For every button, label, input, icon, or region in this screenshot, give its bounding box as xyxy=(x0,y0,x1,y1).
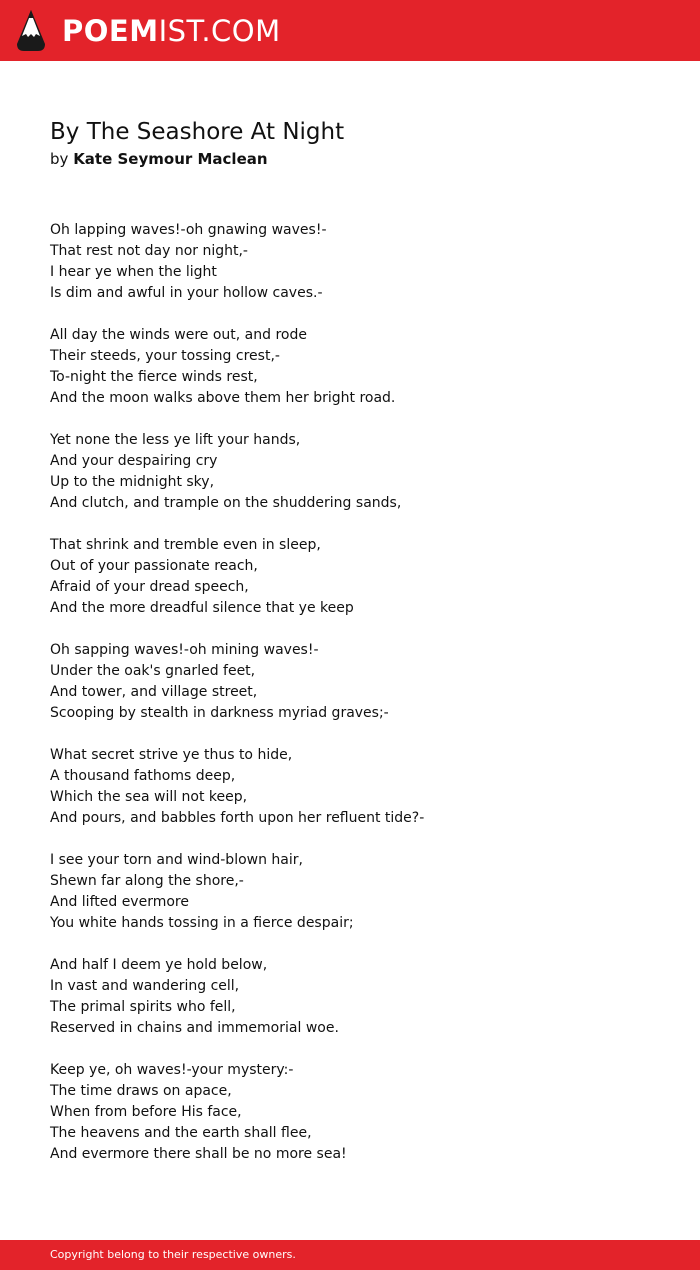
poem-line: The heavens and the earth shall flee, xyxy=(50,1125,312,1141)
poem-line: And tower, and village street, xyxy=(50,684,258,700)
poem-line: Shewn far along the shore,- xyxy=(50,873,244,889)
site-logo-link[interactable] xyxy=(62,14,281,48)
poem-stanza xyxy=(50,640,670,724)
poem-line: The time draws on apace, xyxy=(50,1083,232,1099)
poem-line: That rest not day nor night,- xyxy=(50,243,248,259)
pencil-tip-icon xyxy=(16,10,46,52)
by-label: by xyxy=(50,150,69,168)
poem-line: All day the winds were out, and rode xyxy=(50,327,307,343)
poem-line: And half I deem ye hold below, xyxy=(50,957,268,973)
copyright-text: Copyright belong to their respective owners. xyxy=(50,1248,296,1261)
poem-stanza xyxy=(50,325,670,409)
poem-line: And the more dreadful silence that ye keep xyxy=(50,600,354,616)
poem-stanza xyxy=(50,535,670,619)
logo-bold-text: POEM xyxy=(62,14,159,48)
poem-line: And lifted evermore xyxy=(50,894,189,910)
poem-body xyxy=(50,220,670,1165)
poem-byline xyxy=(50,148,670,170)
poem-line: Out of your passionate reach, xyxy=(50,558,258,574)
poem-line: Reserved in chains and immemorial woe. xyxy=(50,1020,339,1036)
poem-line: And clutch, and trample on the shuddering sands, xyxy=(50,495,402,511)
poem-line: Which the sea will not keep, xyxy=(50,789,248,805)
site-footer xyxy=(0,1240,700,1270)
poem-title: By The Seashore At Night xyxy=(50,119,345,145)
poem-author: Kate Seymour Maclean xyxy=(73,150,268,168)
poem-line: What secret strive ye thus to hide, xyxy=(50,747,293,763)
poem-line: And your despairing cry xyxy=(50,453,218,469)
poem-line: And evermore there shall be no more sea! xyxy=(50,1146,347,1162)
poem-line: To-night the fierce winds rest, xyxy=(50,369,258,385)
poem-line: Up to the midnight sky, xyxy=(50,474,215,490)
poem-line: Is dim and awful in your hollow caves.- xyxy=(50,285,323,301)
poem-line: In vast and wandering cell, xyxy=(50,978,240,994)
poem-line: And pours, and babbles forth upon her refluent tide?- xyxy=(50,810,425,826)
poem-line: Yet none the less ye lift your hands, xyxy=(50,432,301,448)
poem-stanza xyxy=(50,955,670,1039)
poem-line: And the moon walks above them her bright road. xyxy=(50,390,396,406)
poem-line: The primal spirits who fell, xyxy=(50,999,236,1015)
poem-line: Oh lapping waves!-oh gnawing waves!- xyxy=(50,222,327,238)
poem-line: Oh sapping waves!-oh mining waves!- xyxy=(50,642,319,658)
logo-light-text: IST.COM xyxy=(158,14,281,48)
poem-stanza xyxy=(50,1060,670,1165)
poem-stanza xyxy=(50,745,670,829)
site-header xyxy=(0,0,700,61)
poem-stanza xyxy=(50,220,670,304)
poem-line: Keep ye, oh waves!-your mystery:- xyxy=(50,1062,294,1078)
poem-line: Scooping by stealth in darkness myriad graves;- xyxy=(50,705,389,721)
poem-line: That shrink and tremble even in sleep, xyxy=(50,537,321,553)
poem-line: I hear ye when the light xyxy=(50,264,217,280)
poem-line: Their steeds, your tossing crest,- xyxy=(50,348,280,364)
poem-line: Under the oak's gnarled feet, xyxy=(50,663,256,679)
poem-stanza xyxy=(50,850,670,934)
poem-line: I see your torn and wind-blown hair, xyxy=(50,852,303,868)
poem-line: When from before His face, xyxy=(50,1104,242,1120)
poem-line: A thousand fathoms deep, xyxy=(50,768,236,784)
poem-stanza xyxy=(50,430,670,514)
poem-content xyxy=(50,116,670,1186)
poem-line: You white hands tossing in a fierce despair; xyxy=(50,915,354,931)
poem-line: Afraid of your dread speech, xyxy=(50,579,249,595)
